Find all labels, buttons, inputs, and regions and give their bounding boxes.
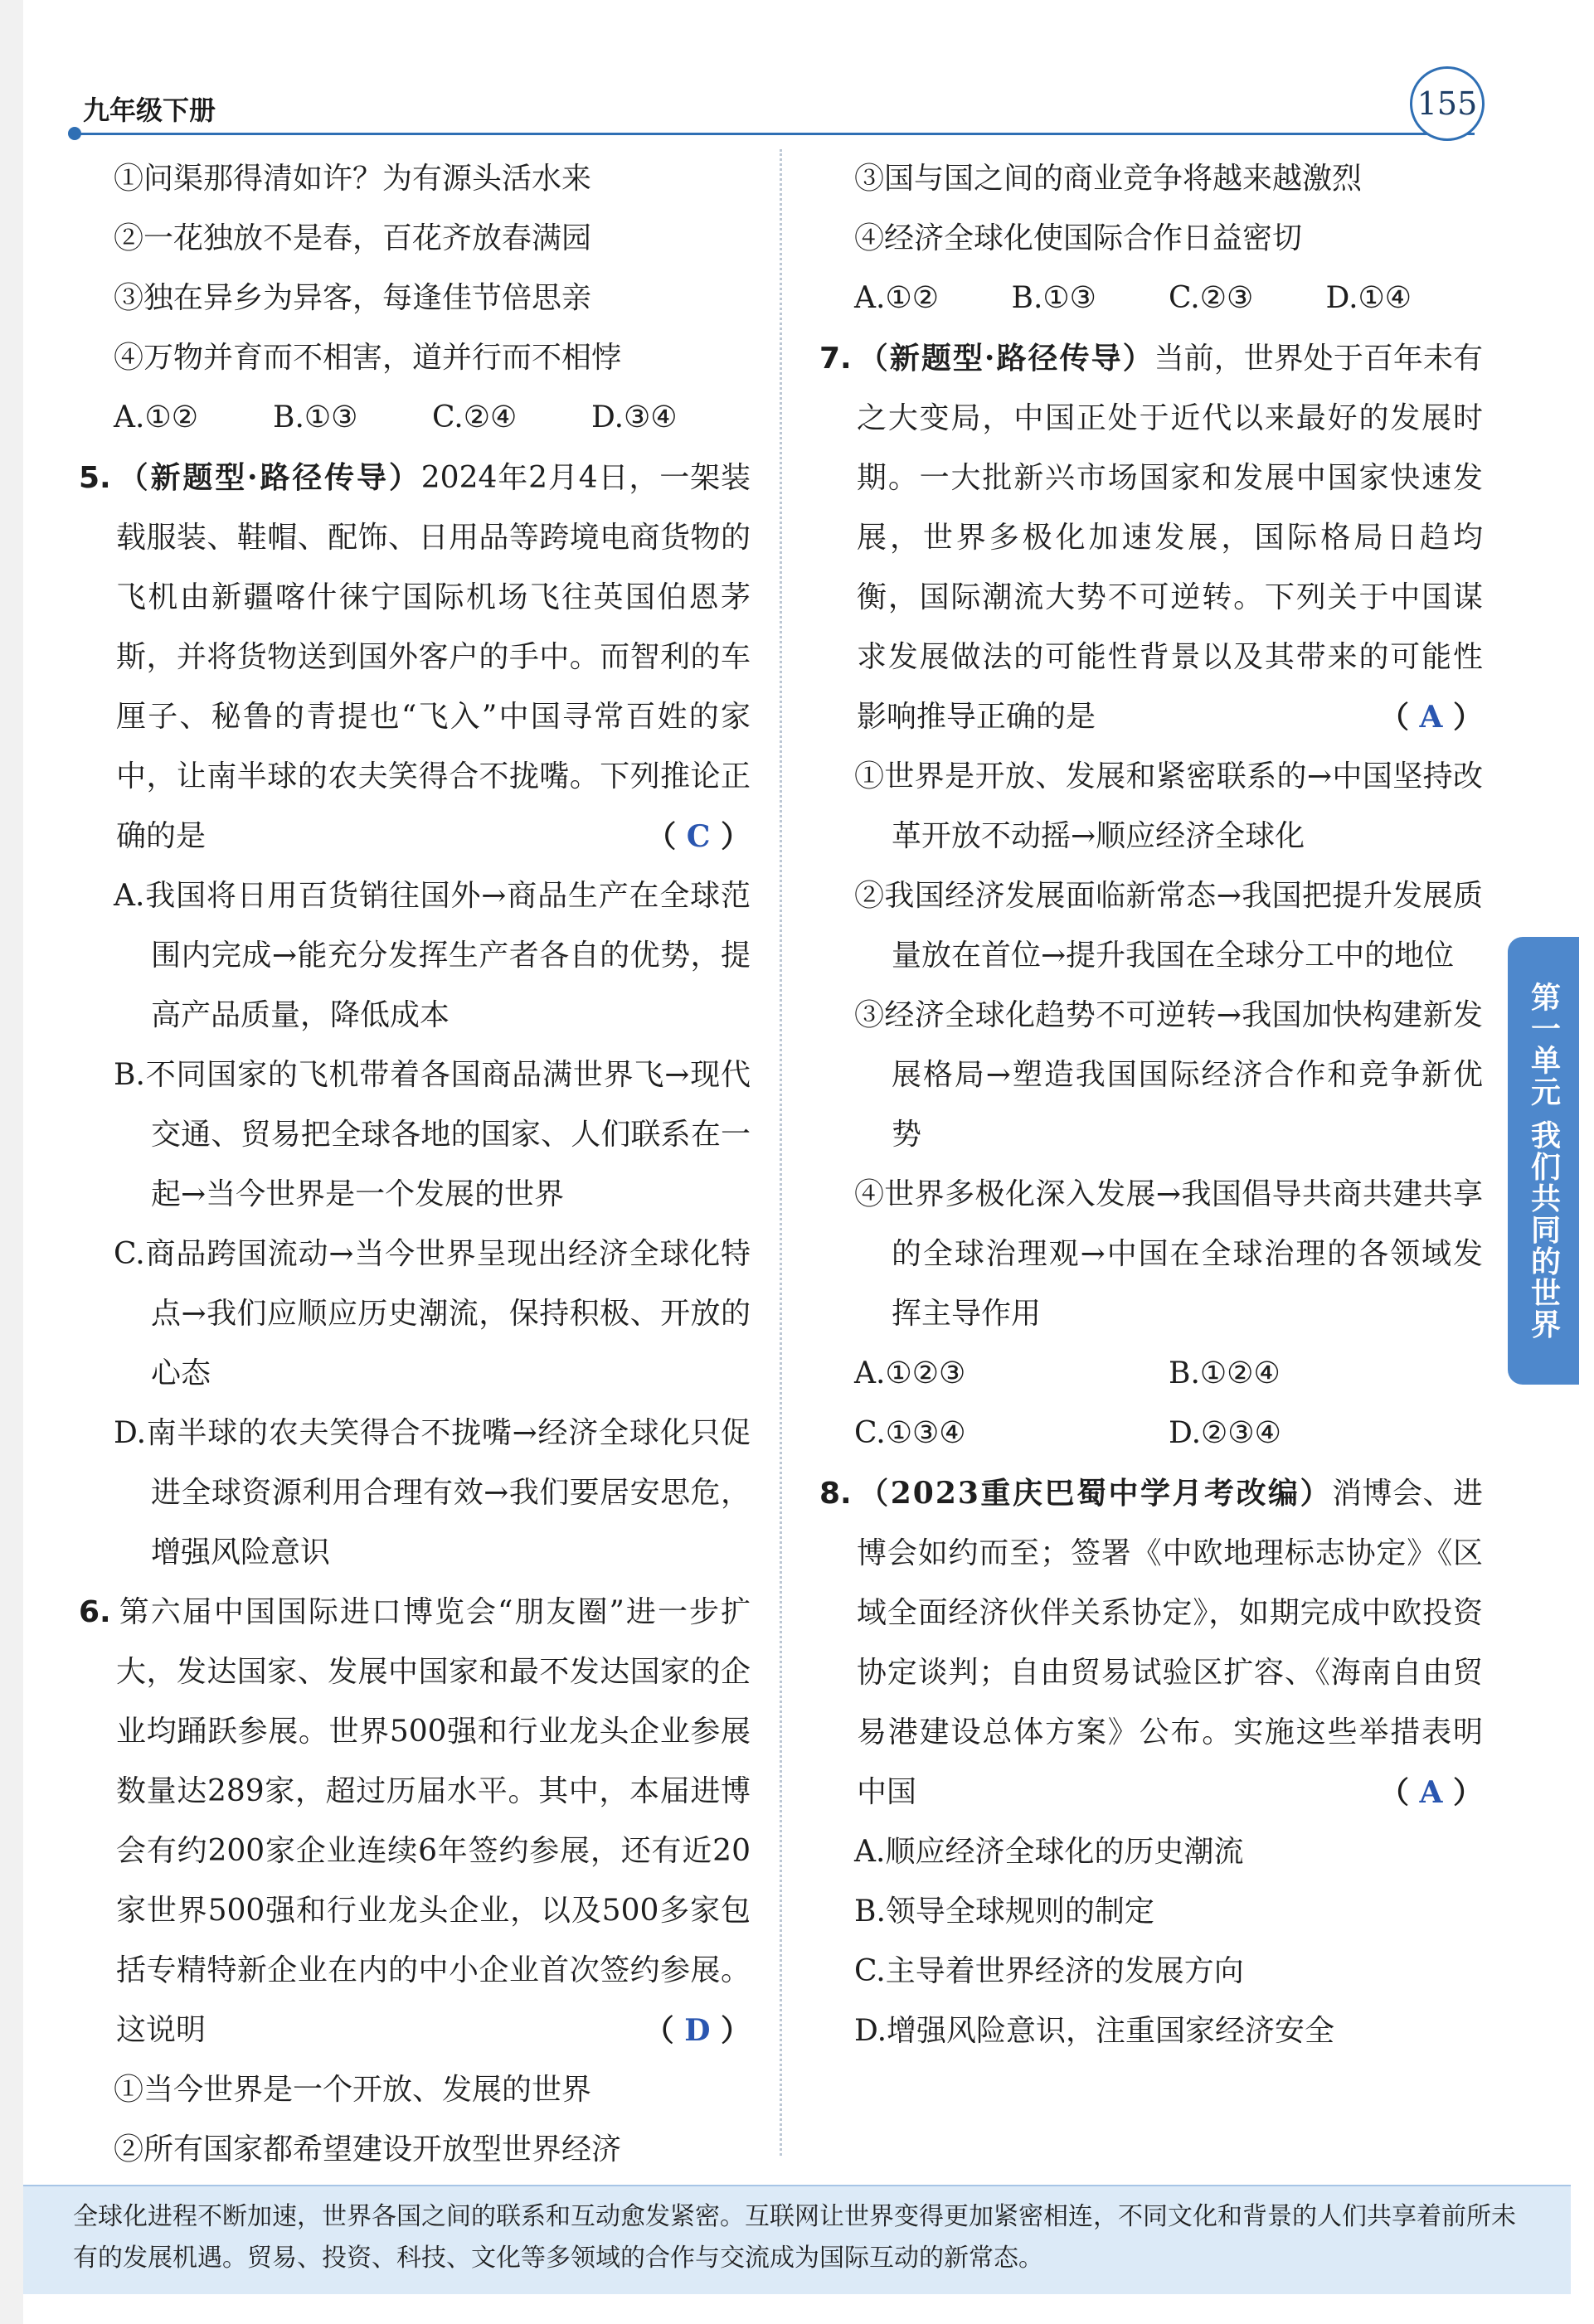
q4-options: [79, 388, 751, 448]
q5-number: 5.: [79, 461, 111, 495]
q6-item: ④经济全球化使国际合作日益密切: [854, 221, 1303, 255]
page-edge: [0, 0, 23, 2324]
q7-options-row-1: [819, 1344, 1483, 1404]
q6-item: ①当今世界是一个开放、发展的世界: [114, 2073, 592, 2107]
answer-close-paren: ）: [720, 2013, 751, 2048]
q7-answer-box: [1378, 687, 1483, 747]
grade-label: 九年级下册: [83, 95, 216, 126]
question-8: [819, 1463, 1483, 1822]
answer-open-paren: （: [646, 819, 677, 854]
q6-option[interactable]: A.①②: [854, 281, 939, 315]
column-divider: [780, 149, 782, 2156]
page-number: 155: [1410, 66, 1485, 141]
answer-open-paren: （: [644, 2013, 674, 2048]
q7-option[interactable]: D.②③④: [1169, 1416, 1281, 1450]
answer-open-paren: （: [1378, 700, 1409, 735]
q8-stem: 消博会、进博会如约而至；签署《中欧地理标志协定》《区域全面经济伙伴关系协定》，如期完成中欧投资协定谈判；自由贸易试验区扩容、《海南自由贸易港建设总体方案》公布。实施这些举措表明中国: [857, 1477, 1483, 1809]
q7-item: ④世界多极化深入发展→我国倡导共商共建共享的全球治理观→中国在全球治理的各领域发挥主导作用: [854, 1177, 1483, 1331]
q6-number: 6.: [79, 1595, 111, 1629]
q7-answer: A: [1419, 700, 1443, 735]
q8-option[interactable]: A.顺应经济全球化的历史潮流: [854, 1835, 1244, 1869]
q7-number: 7.: [819, 342, 852, 376]
q5-option[interactable]: C.商品跨国流动→当今世界呈现出经济全球化特点→我们应顺应历史潮流，保持积极、开放的心态: [114, 1237, 751, 1390]
footer-note: [23, 2185, 1571, 2294]
q5-option[interactable]: A.我国将日用百货销往国外→商品生产在全球范围内完成→能充分发挥生产者各自的优势，提高产品质量，降低成本: [114, 879, 751, 1032]
q8-option[interactable]: C.主导着世界经济的发展方向: [854, 1954, 1244, 1988]
q6-option[interactable]: B.①③: [1011, 281, 1096, 315]
left-column: [79, 149, 751, 2180]
answer-close-paren: ）: [720, 819, 751, 854]
q4-option[interactable]: D.③④: [591, 400, 678, 434]
q6-item: ②所有国家都希望建设开放型世界经济: [114, 2132, 622, 2166]
q4-option[interactable]: C.②④: [432, 400, 518, 434]
q4-item: ④万物并育而不相害，道并行而不相悖: [114, 341, 622, 375]
q5-answer-box: [646, 807, 751, 866]
q4-option[interactable]: B.①③: [273, 400, 358, 434]
q5-option[interactable]: B.不同国家的飞机带着各国商品满世界飞→现代交通、贸易把全球各地的国家、人们联系在一起→当今世界是一个发展的世界: [114, 1058, 751, 1211]
q8-option[interactable]: D.增强风险意识，注重国家经济安全: [854, 2014, 1335, 2048]
q8-number: 8.: [819, 1477, 852, 1511]
q4-item: ②一花独放不是春，百花齐放春满园: [114, 221, 592, 255]
q5-answer: C: [686, 819, 711, 854]
q7-item: ③经济全球化趋势不可逆转→我国加快构建新发展格局→塑造我国国际经济合作和竞争新优势: [854, 998, 1483, 1152]
header-rule: [73, 133, 1475, 135]
footer-text: 全球化进程不断加速，世界各国之间的联系和互动愈发紧密。互联网让世界变得更加紧密相连，不同文化和背景的人们共享着前所未有的发展机遇。贸易、投资、科技、文化等多领域的合作与交流成为国际互动的新常态。: [73, 2202, 1516, 2273]
q5-option[interactable]: D.南半球的农夫笑得合不拢嘴→经济全球化只促进全球资源利用合理有效→我们要居安思危，增强风险意识: [114, 1416, 751, 1570]
q6-item: ③国与国之间的商业竞争将越来越激烈: [854, 162, 1363, 196]
q7-option[interactable]: C.①③④: [854, 1416, 966, 1450]
unit-side-tab: 第一单元 我们共同的世界: [1508, 937, 1579, 1385]
answer-close-paren: ）: [1452, 700, 1483, 735]
q8-option[interactable]: B.领导全球规则的制定: [854, 1895, 1154, 1929]
q7-tag: （新题型·路径传导）: [858, 341, 1154, 376]
right-column: [819, 149, 1483, 2061]
q7-stem: 当前，世界处于百年未有之大变局，中国正处于近代以来最好的发展时期。一大批新兴市场国家和发展中国家快速发展，世界多极化加速发展，国际格局日趋均衡，国际潮流大势不可逆转。下列关于中国谋求发展做法的可能性背景以及其带来的可能性影响推导正确的是: [857, 342, 1483, 734]
q7-option[interactable]: A.①②③: [854, 1356, 966, 1390]
answer-open-paren: （: [1378, 1775, 1409, 1810]
q6-options: [819, 269, 1483, 328]
question-6: [79, 1583, 751, 2060]
q6-stem: 第六届中国国际进口博览会“朋友圈”进一步扩大，发达国家、发展中国家和最不发达国家的企业均踊跃参展。世界500强和行业龙头企业参展数量达289家，超过历届水平。其中，本届进博会有约200家企业连续6年签约参展，还有近20家世界500强和行业龙头企业，以及500多家包括专精特新企业在内的中小企业首次签约参展。这说明: [116, 1595, 751, 2047]
q4-option[interactable]: A.①②: [114, 400, 198, 434]
q6-answer: D: [684, 2013, 711, 2048]
question-5: [79, 448, 751, 866]
q8-tag: （2023重庆巴蜀中学月考改编）: [858, 1476, 1332, 1511]
q8-answer: A: [1419, 1775, 1443, 1810]
q8-answer-box: [1378, 1763, 1483, 1822]
question-7: [819, 328, 1483, 747]
q7-item: ①世界是开放、发展和紧密联系的→中国坚持改革开放不动摇→顺应经济全球化: [854, 759, 1483, 853]
q6-option[interactable]: C.②③: [1169, 281, 1254, 315]
q6-option[interactable]: D.①④: [1325, 281, 1412, 315]
q7-options-row-2: [819, 1404, 1483, 1463]
q5-stem: 2024年2月4日，一架装载服装、鞋帽、配饰、日用品等跨境电商货物的飞机由新疆喀什徕宁国际机场飞往英国伯恩茅斯，并将货物送到国外客户的手中。而智利的车厘子、秘鲁的青提也“飞入”中国寻常百姓的家中，让南半球的农夫笑得合不拢嘴。下列推论正确的是: [116, 461, 751, 853]
q4-item: ③独在异乡为异客，每逢佳节倍思亲: [114, 281, 592, 315]
answer-close-paren: ）: [1452, 1775, 1483, 1810]
q7-option[interactable]: B.①②④: [1169, 1356, 1281, 1390]
q5-tag: （新题型·路径传导）: [117, 460, 421, 495]
q6-answer-box: [644, 2001, 751, 2060]
q4-item: ①问渠那得清如许？为有源头活水来: [114, 162, 592, 196]
q7-item: ②我国经济发展面临新常态→我国把提升发展质量放在首位→提升我国在全球分工中的地位: [854, 879, 1483, 973]
